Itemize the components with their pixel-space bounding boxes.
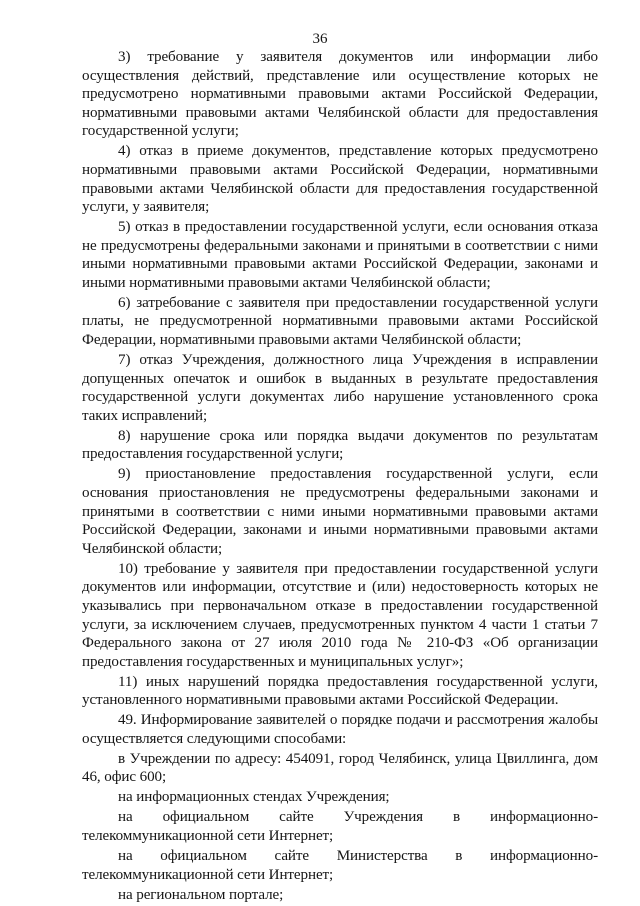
- page-number: 36: [312, 31, 328, 47]
- paragraph-item-4: 4) отказ в приеме документов, представление которых предусмотрено нормативными правовыми актами Российской Федерации, нормативными правовыми актами Челябинской области для предоставления государственной услуги, у заявителя;: [82, 143, 598, 216]
- paragraph-item-10: 10) требование у заявителя при предоставлении государственной услуги документов или информации, отсутствие и (или) недостоверность которых не указывались при первоначальном отказе в предоставлении государственной услуги, за исключением случаев, предусмотренных пунктом 4 части 1 статьи 7 Федерального закона от 27 июля 2010 года № 210-ФЗ «Об организации предоставления государственных и муниципальных услуг»;: [82, 560, 598, 670]
- paragraph-info-stands: на информационных стендах Учреждения;: [118, 789, 390, 806]
- paragraph-item-5: 5) отказ в предоставлении государственной услуги, если основания отказа не предусмотрены федеральными законами и принятыми в соответствии с ними иными нормативными правовыми актами Российской Федерации, законами и иными нормативными правовыми актами Челябинской области;: [82, 219, 598, 291]
- paragraph-item-8: 8) нарушение срока или порядка выдачи документов по результатам предоставления государственной услуги;: [82, 427, 598, 463]
- paragraph-ministry-website: на официальном сайте Министерства в информационно-телекоммуникационной сети Интернет;: [82, 848, 598, 883]
- paragraph-address: в Учреждении по адресу: 454091, город Челябинск, улица Цвиллинга, дом 46, офис 600;: [82, 750, 598, 786]
- paragraph-regional-portal: на региональном портале;: [118, 886, 284, 903]
- paragraph-item-11: 11) иных нарушений порядка предоставления государственной услуги, установленного нормативными правовыми актами Российской Федерации.: [82, 673, 598, 709]
- paragraph-section-49: 49. Информирование заявителей о порядке подачи и рассмотрения жалобы осуществляется следующими способами:: [82, 712, 598, 747]
- paragraph-item-6: 6) затребование с заявителя при предоставлении государственной услуги платы, не предусмотренной нормативными правовыми актами Российской Федерации, нормативными правовыми актами Челябинской области;: [82, 294, 598, 349]
- paragraph-item-7: 7) отказ Учреждения, должностного лица Учреждения в исправлении допущенных опечаток и ошибок в выданных в результате предоставления государственной услуги документах либо нарушение установленного срока таких исправлений;: [82, 352, 598, 424]
- paragraph-item-3: 3) требование у заявителя документов или информации либо осуществления действий, представление или осуществление которых не предусмотрено нормативными правовыми актами Российской Федерации, нормативными правовыми актами Челябинской области для предоставления государственной услуги;: [82, 49, 598, 140]
- document-body: [82, 48, 598, 906]
- paragraph-item-9: 9) приостановление предоставления государственной услуги, если основания приостановления не предусмотрены федеральными законами и принятыми в соответствии с ними иными нормативными правовыми актами Российской Федерации, законами и иными нормативными правовыми актами Челябинской области;: [82, 466, 598, 557]
- paragraph-institution-website: на официальном сайте Учреждения в информационно-телекоммуникационной сети Интернет;: [82, 809, 598, 845]
